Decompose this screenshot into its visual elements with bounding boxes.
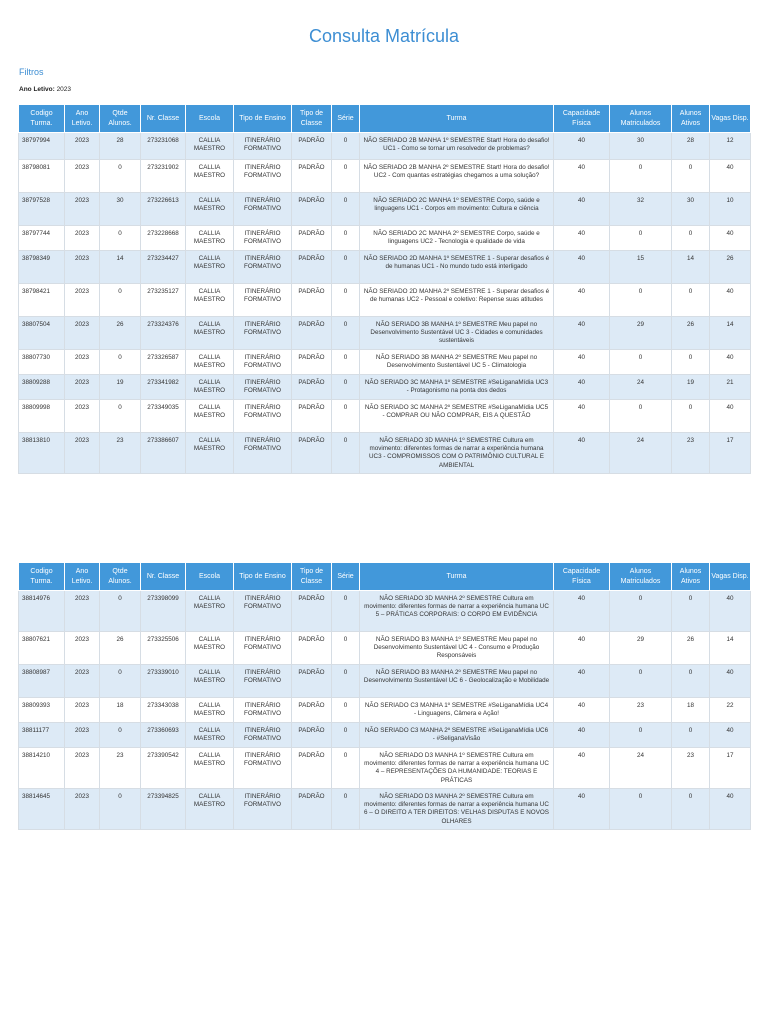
cell-escola: CALLIA MAESTRO [186, 789, 234, 830]
cell-nr-classe: 273231068 [141, 133, 186, 160]
cell-vagas-disp: 40 [710, 400, 751, 433]
column-header-vagas-disp[interactable]: Vagas Disp. [710, 105, 751, 133]
cell-turma: NÃO SERIADO C3 MANHA 1º SEMESTRE #SeLiganaMídia UC4 - Linguagens, Câmera e Ação! [360, 698, 554, 723]
table-row[interactable] [19, 193, 751, 226]
cell-serie: 0 [332, 789, 360, 830]
cell-tipo-classe: PADRÃO [292, 350, 332, 375]
cell-capacidade-fisica: 40 [554, 723, 610, 748]
cell-nr-classe: 273326587 [141, 350, 186, 375]
cell-nr-classe: 273390542 [141, 748, 186, 789]
cell-alunos-ativos: 0 [672, 665, 710, 698]
cell-alunos-matriculados: 24 [610, 748, 672, 789]
column-header-escola[interactable]: Escola [186, 563, 234, 591]
column-header-alunos-matriculados[interactable]: Alunos Matriculados [610, 563, 672, 591]
cell-qtde-alunos: 0 [100, 284, 141, 317]
cell-tipo-classe: PADRÃO [292, 665, 332, 698]
cell-ano-letivo: 2023 [65, 284, 100, 317]
cell-turma: NÃO SERIADO 2B MANHA 1º SEMESTRE Start! Hora do desafio! UC1 - Como se tornar um resolvedor de problemas? [360, 133, 554, 160]
cell-tipo-ensino: ITINERÁRIO FORMATIVO [234, 591, 292, 632]
cell-qtde-alunos: 0 [100, 160, 141, 193]
cell-turma: NÃO SERIADO 3D MANHA 2º SEMESTRE Cultura em movimento: diferentes formas de narrar a experiência humana UC 5 – PRÁTICAS CORPORAIS: O CORPO EM EVIDÊNCIA [360, 591, 554, 632]
cell-capacidade-fisica: 40 [554, 632, 610, 665]
column-header-codigo-turma[interactable]: Codigo Turma. [19, 563, 65, 591]
column-header-qtde-alunos[interactable]: Qtde Alunos. [100, 105, 141, 133]
cell-ano-letivo: 2023 [65, 193, 100, 226]
column-header-nr-classe[interactable]: Nr. Classe [141, 105, 186, 133]
cell-codigo-turma: 38807621 [19, 632, 65, 665]
cell-qtde-alunos: 0 [100, 400, 141, 433]
cell-vagas-disp: 40 [710, 665, 751, 698]
cell-capacidade-fisica: 40 [554, 789, 610, 830]
cell-escola: CALLIA MAESTRO [186, 160, 234, 193]
cell-capacidade-fisica: 40 [554, 317, 610, 350]
cell-alunos-matriculados: 0 [610, 665, 672, 698]
table-row[interactable] [19, 350, 751, 375]
cell-capacidade-fisica: 40 [554, 748, 610, 789]
cell-qtde-alunos: 26 [100, 632, 141, 665]
cell-vagas-disp: 12 [710, 133, 751, 160]
cell-alunos-ativos: 0 [672, 789, 710, 830]
cell-alunos-ativos: 18 [672, 698, 710, 723]
table-row[interactable] [19, 284, 751, 317]
cell-alunos-matriculados: 0 [610, 723, 672, 748]
cell-tipo-classe: PADRÃO [292, 284, 332, 317]
cell-tipo-ensino: ITINERÁRIO FORMATIVO [234, 350, 292, 375]
cell-capacidade-fisica: 40 [554, 193, 610, 226]
cell-codigo-turma: 38797744 [19, 226, 65, 251]
cell-tipo-classe: PADRÃO [292, 251, 332, 284]
cell-escola: CALLIA MAESTRO [186, 698, 234, 723]
cell-codigo-turma: 38798081 [19, 160, 65, 193]
cell-alunos-ativos: 0 [672, 160, 710, 193]
cell-codigo-turma: 38809393 [19, 698, 65, 723]
cell-nr-classe: 273228668 [141, 226, 186, 251]
cell-ano-letivo: 2023 [65, 665, 100, 698]
table-row[interactable] [19, 251, 751, 284]
cell-serie: 0 [332, 632, 360, 665]
table-row[interactable] [19, 591, 751, 632]
cell-serie: 0 [332, 133, 360, 160]
cell-escola: CALLIA MAESTRO [186, 433, 234, 474]
cell-tipo-ensino: ITINERÁRIO FORMATIVO [234, 317, 292, 350]
cell-tipo-ensino: ITINERÁRIO FORMATIVO [234, 133, 292, 160]
cell-tipo-ensino: ITINERÁRIO FORMATIVO [234, 193, 292, 226]
cell-capacidade-fisica: 40 [554, 665, 610, 698]
cell-escola: CALLIA MAESTRO [186, 317, 234, 350]
cell-serie: 0 [332, 226, 360, 251]
column-header-ano-letivo[interactable]: Ano Letivo. [65, 563, 100, 591]
column-header-alunos-matriculados[interactable]: Alunos Matriculados [610, 105, 672, 133]
cell-vagas-disp: 40 [710, 160, 751, 193]
cell-alunos-matriculados: 29 [610, 317, 672, 350]
cell-alunos-ativos: 0 [672, 284, 710, 317]
cell-codigo-turma: 38809288 [19, 375, 65, 400]
cell-ano-letivo: 2023 [65, 789, 100, 830]
table-row[interactable] [19, 723, 751, 748]
cell-codigo-turma: 38798349 [19, 251, 65, 284]
cell-turma: NÃO SERIADO 3B MANHA 1º SEMESTRE Meu papel no Desenvolvimento Sustentável UC 3 - Cidades e comunidades sustentáveis [360, 317, 554, 350]
table-row[interactable] [19, 632, 751, 665]
cell-alunos-matriculados: 24 [610, 433, 672, 474]
cell-ano-letivo: 2023 [65, 723, 100, 748]
page-title: Consulta Matrícula [308, 26, 460, 46]
cell-serie: 0 [332, 400, 360, 433]
cell-alunos-matriculados: 0 [610, 160, 672, 193]
column-header-ano-letivo[interactable]: Ano Letivo. [65, 105, 100, 133]
cell-vagas-disp: 40 [710, 723, 751, 748]
cell-serie: 0 [332, 284, 360, 317]
cell-nr-classe: 273234427 [141, 251, 186, 284]
cell-turma: NÃO SERIADO 2D MANHA 2º SEMESTRE 1 - Superar desafios é de humanas UC2 - Pessoal e coletivo: Repense suas atitudes [360, 284, 554, 317]
cell-tipo-classe: PADRÃO [292, 193, 332, 226]
cell-qtde-alunos: 0 [100, 226, 141, 251]
cell-capacidade-fisica: 40 [554, 226, 610, 251]
cell-codigo-turma: 38807504 [19, 317, 65, 350]
cell-turma: NÃO SERIADO 2C MANHA 1º SEMESTRE Corpo, saúde e linguagens UC1 - Corpos em movimento: Cultura e ciência [360, 193, 554, 226]
cell-turma: NÃO SERIADO 3C MANHA 1º SEMESTRE #SeLiganaMídia UC3 - Protagonismo na ponta dos dedos [360, 375, 554, 400]
cell-turma: NÃO SERIADO B3 MANHA 2º SEMESTRE Meu papel no Desenvolvimento Sustentável UC 6 - Geolocalização e Mobilidade [360, 665, 554, 698]
cell-nr-classe: 273386607 [141, 433, 186, 474]
cell-serie: 0 [332, 317, 360, 350]
cell-nr-classe: 273394825 [141, 789, 186, 830]
cell-alunos-ativos: 26 [672, 317, 710, 350]
column-header-tipo-classe[interactable]: Tipo de Classe [292, 105, 332, 133]
cell-nr-classe: 273325506 [141, 632, 186, 665]
cell-codigo-turma: 38814645 [19, 789, 65, 830]
year-filter [19, 86, 71, 93]
table-row[interactable] [19, 665, 751, 698]
cell-tipo-ensino: ITINERÁRIO FORMATIVO [234, 748, 292, 789]
cell-alunos-matriculados: 0 [610, 284, 672, 317]
table-row[interactable] [19, 226, 751, 251]
cell-nr-classe: 273341982 [141, 375, 186, 400]
cell-ano-letivo: 2023 [65, 375, 100, 400]
cell-alunos-matriculados: 32 [610, 193, 672, 226]
cell-codigo-turma: 38798421 [19, 284, 65, 317]
cell-qtde-alunos: 19 [100, 375, 141, 400]
cell-tipo-classe: PADRÃO [292, 375, 332, 400]
cell-qtde-alunos: 0 [100, 665, 141, 698]
cell-escola: CALLIA MAESTRO [186, 133, 234, 160]
cell-tipo-classe: PADRÃO [292, 698, 332, 723]
cell-tipo-classe: PADRÃO [292, 317, 332, 350]
cell-ano-letivo: 2023 [65, 251, 100, 284]
cell-alunos-matriculados: 29 [610, 632, 672, 665]
cell-codigo-turma: 38807730 [19, 350, 65, 375]
cell-ano-letivo: 2023 [65, 748, 100, 789]
enrollment-table-1 [18, 104, 751, 474]
cell-tipo-ensino: ITINERÁRIO FORMATIVO [234, 400, 292, 433]
column-header-capacidade-fisica[interactable]: Capacidade Física [554, 563, 610, 591]
cell-capacidade-fisica: 40 [554, 251, 610, 284]
column-header-capacidade-fisica[interactable]: Capacidade Física [554, 105, 610, 133]
cell-vagas-disp: 17 [710, 748, 751, 789]
cell-alunos-matriculados: 0 [610, 400, 672, 433]
table-header-row [19, 105, 751, 133]
column-header-qtde-alunos[interactable]: Qtde Alunos. [100, 563, 141, 591]
column-header-escola[interactable]: Escola [186, 105, 234, 133]
year-label: Ano Letivo: [19, 86, 55, 93]
column-header-tipo-ensino[interactable]: Tipo de Ensino [234, 563, 292, 591]
cell-turma: NÃO SERIADO 2D MANHA 1º SEMESTRE 1 - Superar desafios é de humanas UC1 - No mundo tudo está interligado [360, 251, 554, 284]
table-header-row [19, 563, 751, 591]
cell-alunos-ativos: 23 [672, 433, 710, 474]
cell-serie: 0 [332, 748, 360, 789]
cell-alunos-ativos: 19 [672, 375, 710, 400]
column-header-turma[interactable]: Turma [360, 563, 554, 591]
cell-serie: 0 [332, 193, 360, 226]
cell-serie: 0 [332, 665, 360, 698]
cell-tipo-classe: PADRÃO [292, 400, 332, 433]
cell-tipo-ensino: ITINERÁRIO FORMATIVO [234, 226, 292, 251]
cell-turma: NÃO SERIADO D3 MANHA 2º SEMESTRE Cultura em movimento: diferentes formas de narrar a experiência humana UC 6 – O DIREITO A TER DIREITOS: VELHAS DISPUTAS E NOVOS OLHARES [360, 789, 554, 830]
cell-tipo-classe: PADRÃO [292, 723, 332, 748]
cell-serie: 0 [332, 591, 360, 632]
cell-tipo-classe: PADRÃO [292, 632, 332, 665]
cell-ano-letivo: 2023 [65, 698, 100, 723]
cell-ano-letivo: 2023 [65, 433, 100, 474]
cell-alunos-ativos: 0 [672, 591, 710, 632]
column-header-nr-classe[interactable]: Nr. Classe [141, 563, 186, 591]
cell-tipo-ensino: ITINERÁRIO FORMATIVO [234, 160, 292, 193]
filters-link[interactable]: Filtros [19, 67, 44, 77]
cell-qtde-alunos: 0 [100, 350, 141, 375]
cell-alunos-matriculados: 0 [610, 350, 672, 375]
cell-tipo-ensino: ITINERÁRIO FORMATIVO [234, 698, 292, 723]
cell-tipo-classe: PADRÃO [292, 433, 332, 474]
cell-serie: 0 [332, 723, 360, 748]
cell-ano-letivo: 2023 [65, 632, 100, 665]
table-row[interactable] [19, 433, 751, 474]
cell-escola: CALLIA MAESTRO [186, 350, 234, 375]
cell-vagas-disp: 22 [710, 698, 751, 723]
cell-alunos-matriculados: 0 [610, 226, 672, 251]
cell-capacidade-fisica: 40 [554, 375, 610, 400]
column-header-alunos-ativos[interactable]: Alunos Ativos [672, 105, 710, 133]
cell-escola: CALLIA MAESTRO [186, 193, 234, 226]
cell-alunos-matriculados: 15 [610, 251, 672, 284]
cell-qtde-alunos: 0 [100, 723, 141, 748]
cell-ano-letivo: 2023 [65, 133, 100, 160]
table-row[interactable] [19, 160, 751, 193]
cell-alunos-matriculados: 0 [610, 789, 672, 830]
cell-tipo-classe: PADRÃO [292, 591, 332, 632]
cell-vagas-disp: 17 [710, 433, 751, 474]
column-header-turma[interactable]: Turma [360, 105, 554, 133]
column-header-codigo-turma[interactable]: Codigo Turma. [19, 105, 65, 133]
cell-serie: 0 [332, 433, 360, 474]
cell-vagas-disp: 26 [710, 251, 751, 284]
column-header-serie[interactable]: Série [332, 105, 360, 133]
cell-alunos-ativos: 14 [672, 251, 710, 284]
cell-nr-classe: 273235127 [141, 284, 186, 317]
cell-alunos-matriculados: 0 [610, 591, 672, 632]
cell-capacidade-fisica: 40 [554, 591, 610, 632]
cell-vagas-disp: 40 [710, 284, 751, 317]
table-row[interactable] [19, 698, 751, 723]
cell-turma: NÃO SERIADO 3B MANHA 2º SEMESTRE Meu papel no Desenvolvimento Sustentável UC 5 - Climatologia [360, 350, 554, 375]
cell-turma: NÃO SERIADO 3D MANHA 1º SEMESTRE Cultura em movimento: diferentes formas de narrar a experiência humana UC3 - COMPROMISSOS COM O PATRIMÔNIO CULTURAL E AMBIENTAL [360, 433, 554, 474]
column-header-tipo-classe[interactable]: Tipo de Classe [292, 563, 332, 591]
cell-tipo-ensino: ITINERÁRIO FORMATIVO [234, 284, 292, 317]
cell-qtde-alunos: 26 [100, 317, 141, 350]
cell-ano-letivo: 2023 [65, 160, 100, 193]
cell-codigo-turma: 38811177 [19, 723, 65, 748]
cell-capacidade-fisica: 40 [554, 433, 610, 474]
table-row[interactable] [19, 789, 751, 830]
cell-escola: CALLIA MAESTRO [186, 375, 234, 400]
cell-tipo-ensino: ITINERÁRIO FORMATIVO [234, 251, 292, 284]
cell-tipo-classe: PADRÃO [292, 133, 332, 160]
cell-qtde-alunos: 30 [100, 193, 141, 226]
cell-alunos-ativos: 26 [672, 632, 710, 665]
cell-vagas-disp: 40 [710, 350, 751, 375]
cell-serie: 0 [332, 375, 360, 400]
cell-vagas-disp: 40 [710, 789, 751, 830]
cell-nr-classe: 273339010 [141, 665, 186, 698]
cell-capacidade-fisica: 40 [554, 160, 610, 193]
cell-serie: 0 [332, 160, 360, 193]
cell-escola: CALLIA MAESTRO [186, 226, 234, 251]
cell-escola: CALLIA MAESTRO [186, 723, 234, 748]
cell-tipo-ensino: ITINERÁRIO FORMATIVO [234, 665, 292, 698]
table-row[interactable] [19, 133, 751, 160]
cell-vagas-disp: 40 [710, 591, 751, 632]
cell-alunos-matriculados: 30 [610, 133, 672, 160]
cell-capacidade-fisica: 40 [554, 698, 610, 723]
cell-vagas-disp: 14 [710, 632, 751, 665]
cell-codigo-turma: 38808987 [19, 665, 65, 698]
cell-tipo-classe: PADRÃO [292, 748, 332, 789]
cell-alunos-ativos: 23 [672, 748, 710, 789]
cell-tipo-ensino: ITINERÁRIO FORMATIVO [234, 433, 292, 474]
cell-tipo-ensino: ITINERÁRIO FORMATIVO [234, 375, 292, 400]
cell-escola: CALLIA MAESTRO [186, 251, 234, 284]
table-row[interactable] [19, 748, 751, 789]
cell-escola: CALLIA MAESTRO [186, 632, 234, 665]
column-header-serie[interactable]: Série [332, 563, 360, 591]
cell-tipo-classe: PADRÃO [292, 160, 332, 193]
column-header-vagas-disp[interactable]: Vagas Disp. [710, 563, 751, 591]
cell-escola: CALLIA MAESTRO [186, 665, 234, 698]
cell-qtde-alunos: 0 [100, 591, 141, 632]
cell-nr-classe: 273324376 [141, 317, 186, 350]
cell-nr-classe: 273343038 [141, 698, 186, 723]
cell-alunos-ativos: 0 [672, 350, 710, 375]
cell-alunos-ativos: 0 [672, 400, 710, 433]
cell-turma: NÃO SERIADO 3C MANHA 2º SEMESTRE #SeLiganaMídia UC5 - COMPRAR OU NÃO COMPRAR, EIS A QUESTÃO [360, 400, 554, 433]
table-row[interactable] [19, 317, 751, 350]
cell-escola: CALLIA MAESTRO [186, 591, 234, 632]
cell-vagas-disp: 21 [710, 375, 751, 400]
cell-codigo-turma: 38814976 [19, 591, 65, 632]
cell-codigo-turma: 38797994 [19, 133, 65, 160]
cell-ano-letivo: 2023 [65, 350, 100, 375]
cell-capacidade-fisica: 40 [554, 284, 610, 317]
cell-qtde-alunos: 0 [100, 789, 141, 830]
table-row[interactable] [19, 400, 751, 433]
cell-codigo-turma: 38797528 [19, 193, 65, 226]
cell-serie: 0 [332, 251, 360, 284]
cell-turma: NÃO SERIADO B3 MANHA 1º SEMESTRE Meu papel no Desenvolvimento Sustentável UC 4 - Consumo e Produção Responsáveis [360, 632, 554, 665]
cell-escola: CALLIA MAESTRO [186, 400, 234, 433]
cell-tipo-classe: PADRÃO [292, 226, 332, 251]
cell-codigo-turma: 38809998 [19, 400, 65, 433]
cell-alunos-ativos: 28 [672, 133, 710, 160]
cell-qtde-alunos: 18 [100, 698, 141, 723]
cell-turma: NÃO SERIADO D3 MANHA 1º SEMESTRE Cultura em movimento: diferentes formas de narrar a experiência humana UC 4 – REPRESENTAÇÕES DA HUMANIDADE: TEORIAS E PRÁTICAS [360, 748, 554, 789]
cell-ano-letivo: 2023 [65, 591, 100, 632]
cell-capacidade-fisica: 40 [554, 350, 610, 375]
cell-vagas-disp: 10 [710, 193, 751, 226]
cell-serie: 0 [332, 350, 360, 375]
cell-ano-letivo: 2023 [65, 226, 100, 251]
enrollment-table-2 [18, 562, 751, 830]
cell-nr-classe: 273398099 [141, 591, 186, 632]
cell-alunos-matriculados: 24 [610, 375, 672, 400]
cell-turma: NÃO SERIADO 2C MANHA 2º SEMESTRE Corpo, saúde e linguagens UC2 - Tecnologia e qualidade de vida [360, 226, 554, 251]
cell-nr-classe: 273360693 [141, 723, 186, 748]
cell-alunos-ativos: 0 [672, 226, 710, 251]
cell-qtde-alunos: 23 [100, 748, 141, 789]
cell-serie: 0 [332, 698, 360, 723]
cell-capacidade-fisica: 40 [554, 133, 610, 160]
cell-nr-classe: 273226613 [141, 193, 186, 226]
cell-qtde-alunos: 14 [100, 251, 141, 284]
cell-alunos-ativos: 30 [672, 193, 710, 226]
cell-tipo-ensino: ITINERÁRIO FORMATIVO [234, 789, 292, 830]
cell-ano-letivo: 2023 [65, 317, 100, 350]
cell-alunos-ativos: 0 [672, 723, 710, 748]
cell-tipo-ensino: ITINERÁRIO FORMATIVO [234, 723, 292, 748]
cell-qtde-alunos: 28 [100, 133, 141, 160]
column-header-tipo-ensino[interactable]: Tipo de Ensino [234, 105, 292, 133]
cell-nr-classe: 273349035 [141, 400, 186, 433]
cell-qtde-alunos: 23 [100, 433, 141, 474]
cell-tipo-classe: PADRÃO [292, 789, 332, 830]
cell-nr-classe: 273231902 [141, 160, 186, 193]
cell-escola: CALLIA MAESTRO [186, 748, 234, 789]
cell-ano-letivo: 2023 [65, 400, 100, 433]
cell-codigo-turma: 38814210 [19, 748, 65, 789]
cell-escola: CALLIA MAESTRO [186, 284, 234, 317]
cell-alunos-matriculados: 23 [610, 698, 672, 723]
cell-codigo-turma: 38813810 [19, 433, 65, 474]
table-row[interactable] [19, 375, 751, 400]
cell-turma: NÃO SERIADO C3 MANHA 2º SEMESTRE #SeLiganaMídia UC6 - #SeliganaVisão [360, 723, 554, 748]
cell-capacidade-fisica: 40 [554, 400, 610, 433]
cell-vagas-disp: 14 [710, 317, 751, 350]
cell-tipo-ensino: ITINERÁRIO FORMATIVO [234, 632, 292, 665]
cell-turma: NÃO SERIADO 2B MANHA 2º SEMESTRE Start! Hora do desafio! UC2 - Com quantas estratégias chegamos a uma solução? [360, 160, 554, 193]
cell-vagas-disp: 40 [710, 226, 751, 251]
column-header-alunos-ativos[interactable]: Alunos Ativos [672, 563, 710, 591]
year-value: 2023 [56, 86, 72, 93]
